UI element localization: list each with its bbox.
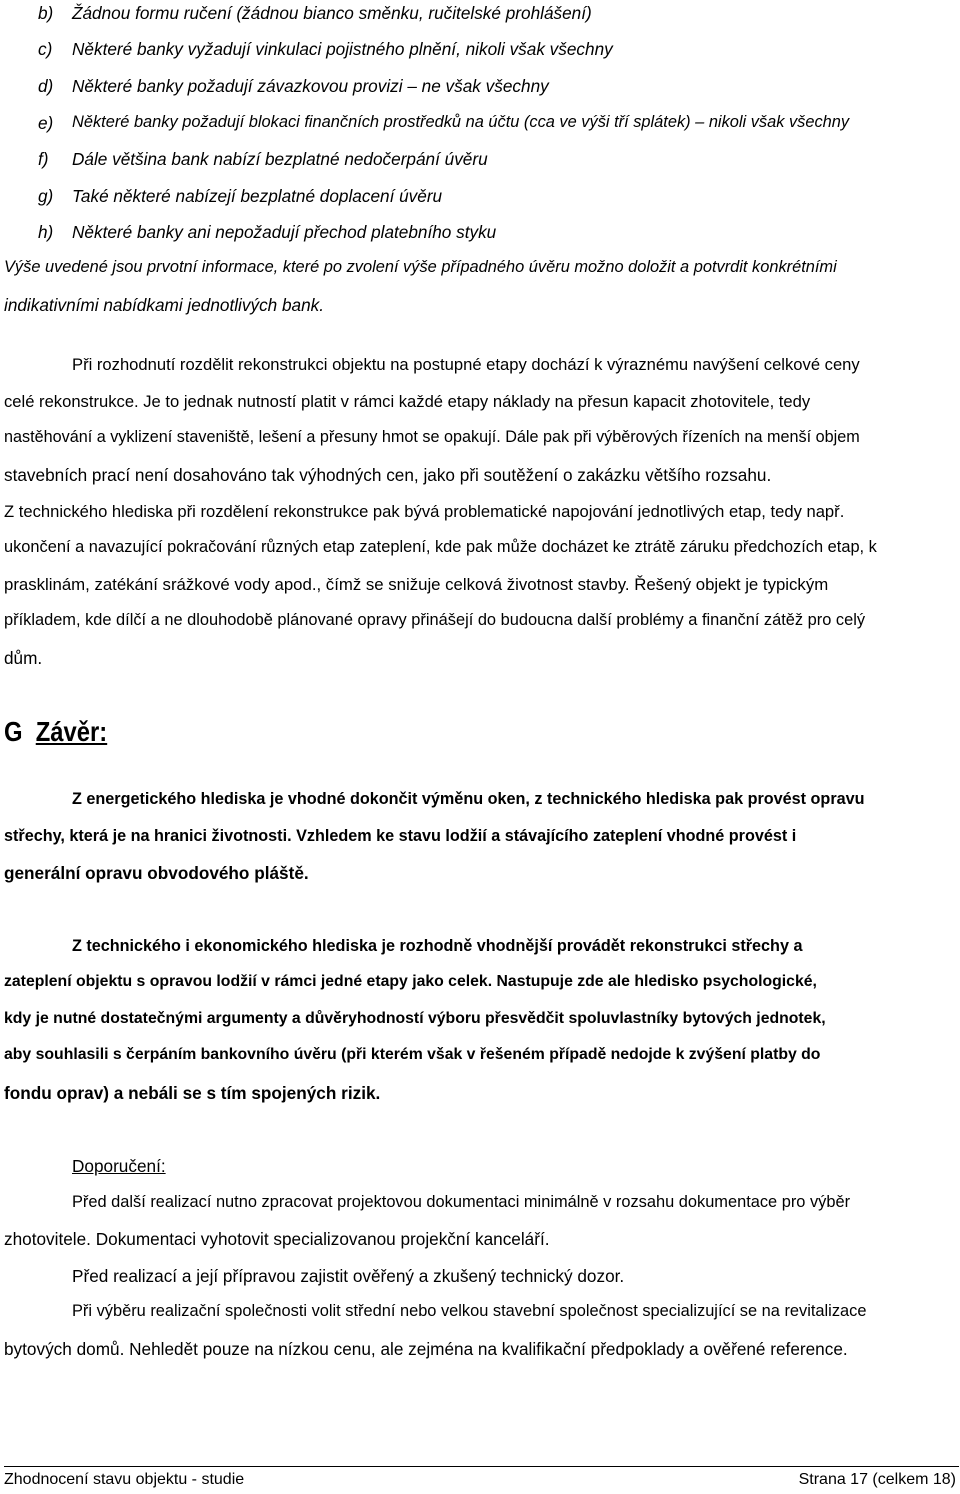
conclusion-line: Z energetického hlediska je vhodné dokončit výměnu oken, z technického hlediska pak provést opravu	[72, 790, 865, 808]
recommendation-line: zhotovitele. Dokumentaci vyhotovit specializovanou projekční kanceláří.	[4, 1229, 550, 1249]
paragraph-line: nastěhování a vyklizení staveniště, lešení a přesuny hmot se opakují. Dále pak při výběrových řízeních na menší objem	[4, 428, 860, 446]
list-marker: b)	[38, 3, 54, 23]
list-text: Některé banky ani nepožadují přechod platebního styku	[72, 222, 497, 242]
intro-line: indikativními nabídkami jednotlivých bank.	[4, 295, 325, 315]
footer-divider	[4, 1466, 959, 1467]
paragraph-line: dům.	[4, 648, 43, 668]
list-marker: d)	[38, 76, 54, 96]
recommendation-line: bytových domů. Nehledět pouze na nízkou cenu, ale zejména na kvalifikační předpoklady a ověřené reference.	[4, 1339, 848, 1359]
paragraph-line: prasklinám, zatékání srážkové vody apod., čímž se snižuje celková životnost stavby. Řešený objekt je typickým	[4, 575, 829, 594]
conclusion-line: generální opravu obvodového pláště.	[4, 863, 309, 883]
paragraph-line: stavebních prací není dosahováno tak výhodných cen, jako při soutěžení o zakázku většího rozsahu.	[4, 465, 772, 485]
footer-title: Zhodnocení stavu objektu - studie	[4, 1471, 245, 1488]
list-text: Některé banky vyžadují vinkulaci pojistného plnění, nikoli však všechny	[72, 39, 613, 59]
paragraph-line: ukončení a navazující pokračování různých etap zateplení, kde pak může docházet ke ztrátě záruku předchozích etap, k	[4, 538, 877, 556]
heading-letter: G	[4, 716, 23, 747]
paragraph-line: Z technického hlediska při rozdělení rekonstrukce pak bývá problematické napojování jednotlivých etap, tedy např.	[4, 502, 845, 521]
list-marker: e)	[38, 113, 54, 133]
conclusion-line: střechy, která je na hranici životnosti. Vzhledem ke stavu lodžií a stávajícího zateplení vhodné provést i	[4, 827, 797, 845]
list-text: Dále většina bank nabízí bezplatné nedočerpání úvěru	[72, 149, 488, 169]
paragraph-line: celé rekonstrukce. Je to jednak nutností platit v rámci každé etapy náklady na přesun kapacit zhotovitele, tedy	[4, 392, 811, 411]
list-marker: g)	[38, 186, 54, 206]
list-text: Žádnou formu ručení (žádnou bianco směnku, ručitelské prohlášení)	[72, 3, 592, 23]
recommendation-line: Před další realizací nutno zpracovat projektovou dokumentaci minimálně v rozsahu dokumentace pro výběr	[72, 1193, 851, 1211]
list-text: Také některé nabízejí bezplatné doplacení úvěru	[72, 186, 443, 206]
recommendation-label: Doporučení:	[72, 1156, 166, 1176]
paragraph-line: příkladem, kde dílčí a ne dlouhodobě plánované opravy přinášejí do budoucna další problémy a finanční zátěž pro celý	[4, 611, 866, 629]
heading-title: Závěr:	[35, 716, 108, 747]
recommendation-line: Před realizací a její přípravou zajistit ověřený a zkušený technický dozor.	[72, 1266, 625, 1286]
conclusion-line: kdy je nutné dostatečnými argumenty a důvěryhodností výboru přesvědčit spoluvlastníky bytových jednotek,	[4, 1010, 826, 1027]
section-heading	[4, 716, 107, 748]
conclusion-line: zateplení objektu s opravou lodžií v rámci jedné etapy jako celek. Nastupuje zde ale hledisko psychologické,	[4, 973, 817, 990]
list-text: Některé banky požadují závazkovou provizi – ne však všechny	[72, 76, 549, 96]
footer-page-number: Strana 17 (celkem 18)	[798, 1471, 956, 1488]
list-marker: c)	[38, 39, 53, 59]
intro-line: Výše uvedené jsou prvotní informace, které po zvolení výše případného úvěru možno doložit a potvrdit konkrétními	[4, 258, 837, 276]
conclusion-line: aby souhlasili s čerpáním bankovního úvěru (při kterém však v řešeném případě nedojde k zvýšení platby do	[4, 1046, 821, 1063]
conclusion-line: fondu oprav) a nebáli se s tím spojených rizik.	[4, 1083, 381, 1103]
list-text: Některé banky požadují blokaci finančních prostředků na účtu (cca ve výši tří splátek) – nikoli však všechny	[72, 113, 850, 131]
paragraph-line: Při rozhodnutí rozdělit rekonstrukci objektu na postupné etapy dochází k výraznému navýšení celkové ceny	[72, 355, 860, 374]
list-marker: h)	[38, 222, 54, 242]
list-marker: f)	[38, 149, 49, 169]
conclusion-line: Z technického i ekonomického hlediska je rozhodně vhodnější provádět rekonstrukci střechy a	[72, 937, 803, 955]
recommendation-line: Při výběru realizační společnosti volit střední nebo velkou stavební společnost specializující se na revitalizace	[72, 1302, 867, 1320]
